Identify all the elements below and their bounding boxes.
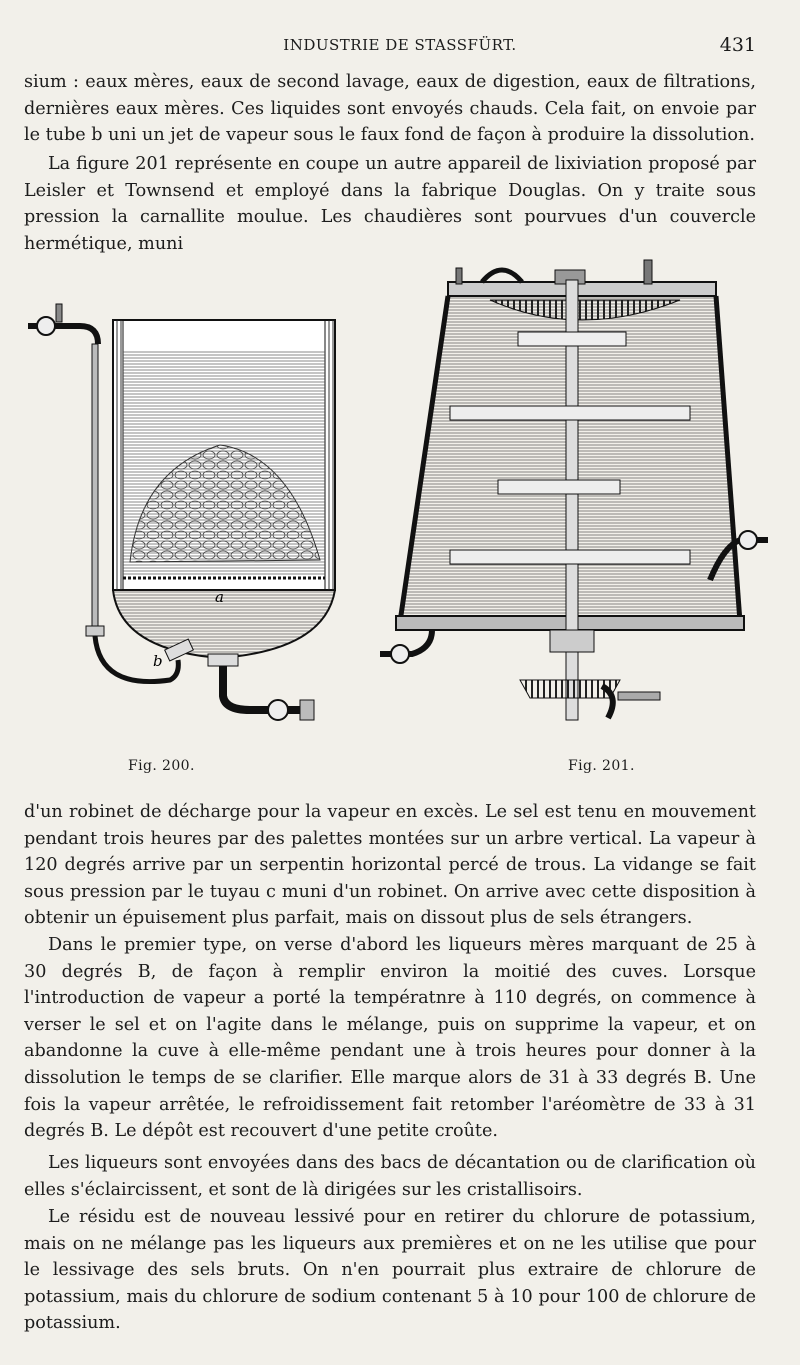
- paragraph-6: Le résidu est de nouveau lessivé pour en retirer du chlorure de potassium, mais on ne mélange pas les liqueurs aux premières et on ne les utilise que pour le lessivage des sels bruts. On n'en pourrait plus extraire de chlorure de potassium, mais du chlorure de sodium contenant 5 à 10 pour 100 de chlorure de potassium.: [24, 1207, 756, 1334]
- paragraph-5: Les liqueurs sont envoyées dans des bacs de décantation ou de clarification où elles s'éclaircissent, et sont de là dirigées sur les cristallisoirs.: [24, 1153, 756, 1200]
- fig200-label-a: a: [215, 588, 224, 606]
- engravings: [20, 240, 780, 788]
- figure-201-engraving: [380, 260, 768, 720]
- figure-200-caption: Fig. 200.: [128, 758, 195, 774]
- figure-201-caption: Fig. 201.: [568, 758, 635, 774]
- running-title: INDUSTRIE DE STASSFÜRT.: [283, 36, 517, 54]
- fig200-label-b: b: [153, 652, 163, 670]
- paragraph-3: d'un robinet de décharge pour la vapeur en excès. Le sel est tenu en mouvement pendant trois heures par des palettes montées sur un arbre vertical. La vapeur à 120 degrés arrive par un serpentin horizontal percé de trous. La vidange se fait sous pression par le tuyau c muni d'un robinet. On arrive avec cette disposition à obtenir un épuisement plus parfait, mais on dissout plus de sels étrangers.: [24, 802, 756, 929]
- page-number: 431: [719, 34, 756, 56]
- figure-200-engraving: [28, 304, 335, 720]
- paragraph-1: sium : eaux mères, eaux de second lavage, eaux de digestion, eaux de filtrations, dernières eaux mères. Ces liquides sont envoyés chauds. Cela fait, on envoie par le tube b uni un jet de vapeur sous le faux fond de façon à produire la dissolution.: [24, 72, 756, 146]
- figure-area: [20, 240, 780, 788]
- paragraph-4: Dans le premier type, on verse d'abord les liqueurs mères marquant de 25 à 30 degrés B, de façon à remplir environ la moitié des cuves. Lorsque l'introduction de vapeur a porté la températnre à 110 degrés, on commence à verser le sel et on l'agite dans le mélange, puis on supprime la vapeur, et on abandonne la cuve à elle-même pendant une à trois heures pour donner à la dissolution le temps de se clarifier. Elle marque alors de 31 à 33 degrés B. Une fois la vapeur arrêtée, le refroidissement fait retomber l'aréomètre de 33 à 31 degrés B. Le dépôt est recouvert d'une petite croûte.: [24, 935, 756, 1142]
- page-header: [0, 34, 800, 58]
- paragraph-2: La figure 201 représente en coupe un autre appareil de lixiviation proposé par Leisler et Townsend et employé dans la fabrique Douglas. On y traite sous pression la carnallite moulue. Les chaudières sont pourvues d'un couvercle hermétique, muni: [24, 154, 756, 254]
